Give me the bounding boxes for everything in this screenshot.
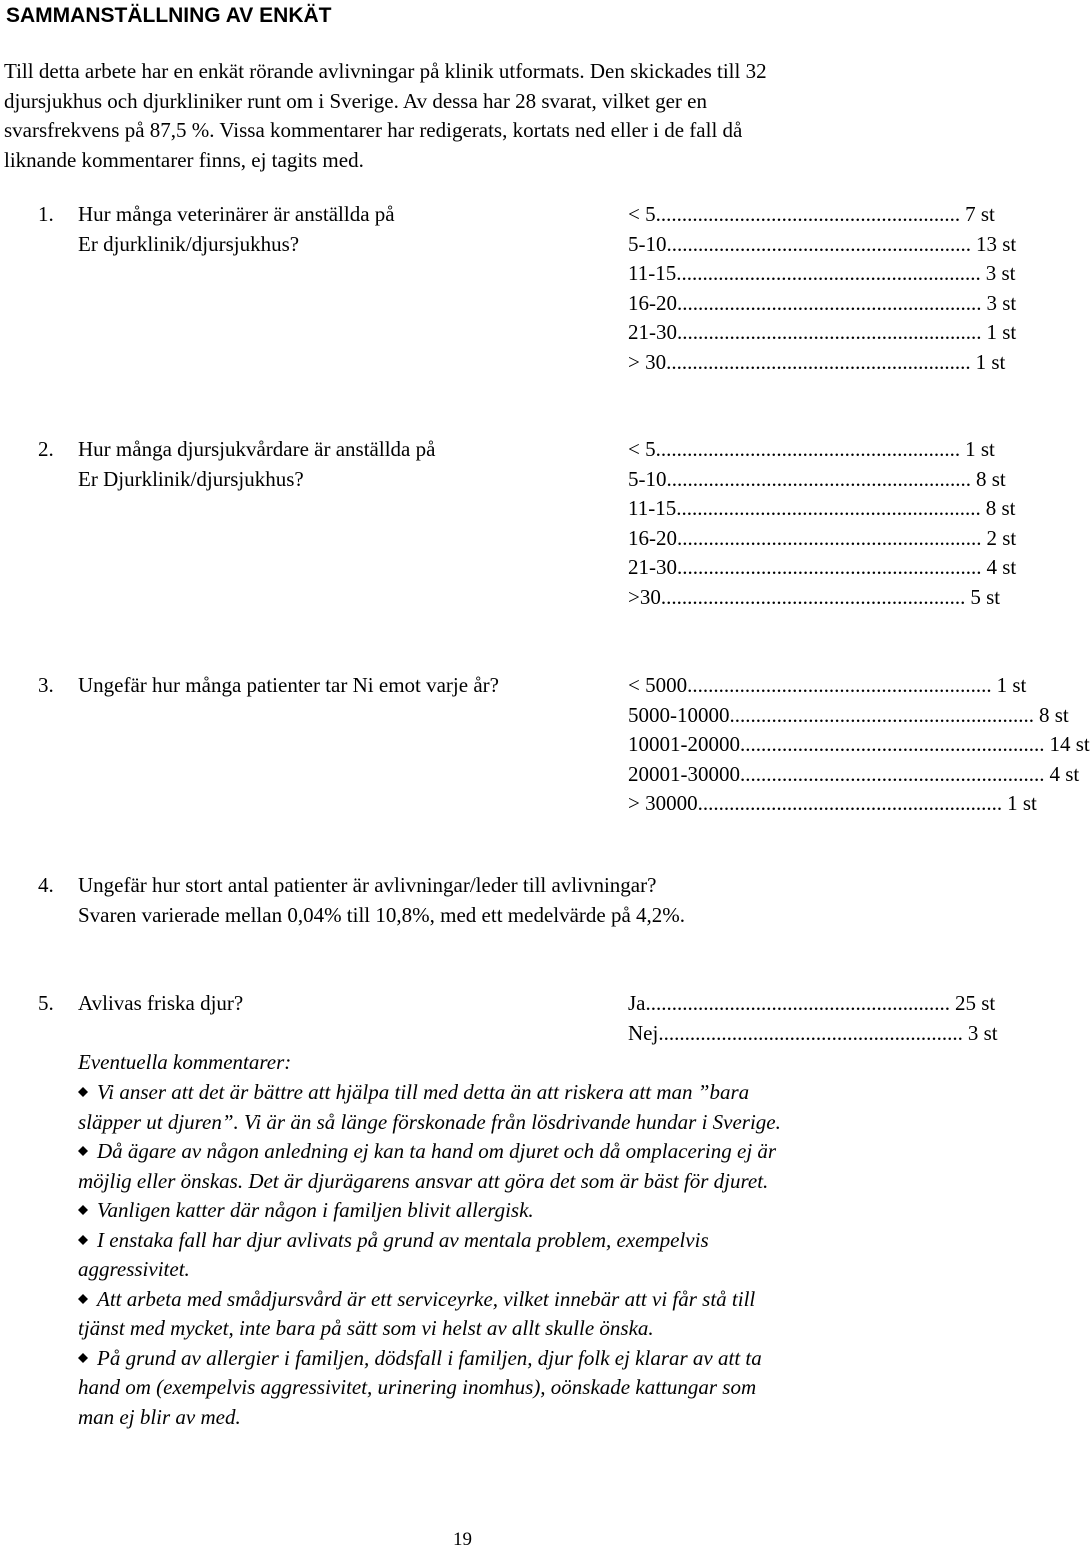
answer-count: 4 st	[1049, 761, 1080, 786]
comment-item	[78, 1196, 938, 1226]
dot-leader: ..........................................................	[666, 231, 971, 256]
answer-list	[628, 671, 1090, 819]
answer-count: 4 st	[986, 555, 1017, 580]
diamond-bullet-icon	[78, 1353, 88, 1363]
diamond-bullet-icon	[78, 1146, 88, 1156]
question-number: 2.	[38, 437, 54, 461]
dot-leader: ..........................................................	[687, 673, 992, 697]
dot-leader: ..........................................................	[676, 496, 981, 521]
comment-item	[78, 1285, 938, 1344]
dot-leader: ..........................................................	[740, 732, 1045, 757]
dot-leader: ..........................................................	[740, 761, 1045, 786]
answer-range: >30	[628, 584, 661, 609]
diamond-bullet-icon	[78, 1205, 88, 1215]
answer-row	[628, 553, 1017, 583]
answer-count: 1 st	[986, 320, 1017, 345]
comment-line: hand om (exempelvis aggressivitet, urinering inomhus), oönskade kattungar som	[78, 1375, 757, 1399]
question-text	[78, 435, 435, 494]
intro-line: Till detta arbete har en enkät rörande avlivningar på klinik utformats. Den skickades till 32	[4, 59, 767, 83]
answer-count: 3 st	[985, 261, 1016, 286]
dot-leader: ..........................................................	[677, 320, 982, 345]
dot-leader: ..........................................................	[697, 791, 1003, 816]
intro-line: djursjukhus och djurkliniker runt om i Sverige. Av dessa har 28 svarat, vilket ger en	[4, 88, 707, 113]
page-number: 19	[453, 1529, 472, 1550]
answer-count: 7 st	[965, 202, 995, 226]
answer-row	[628, 730, 1090, 760]
answer-summary: Svaren varierade mellan 0,04% till 10,8%, med ett medelvärde på 4,2%.	[78, 902, 686, 927]
answer-range: 21-30	[628, 320, 677, 345]
question-number: 4.	[38, 873, 54, 897]
intro-paragraph	[4, 57, 944, 176]
answer-list	[628, 435, 1017, 613]
answer-count: 8 st	[976, 466, 1006, 491]
comment-line: Att arbeta med smådjursvård är ett serviceyrke, vilket innebär att vi får stå till	[97, 1286, 756, 1311]
question-line: Hur många djursjukvårdare är anställda på	[78, 437, 436, 461]
comment-line: Vi anser att det är bättre att hjälpa till med detta än att riskera att man ”bara	[97, 1080, 750, 1104]
comment-item	[78, 1078, 938, 1137]
answer-row	[628, 1019, 998, 1049]
intro-line: liknande kommentarer finns, ej tagits med.	[4, 148, 364, 173]
dot-leader: ..........................................................	[729, 702, 1034, 727]
answer-row	[628, 989, 996, 1019]
page-heading: SAMMANSTÄLLNING AV ENKÄT	[6, 4, 332, 27]
answer-list	[628, 200, 1017, 378]
answer-range: < 5	[628, 437, 656, 461]
dot-leader: ..........................................................	[677, 290, 982, 315]
answer-list	[628, 989, 998, 1048]
question-line: Er djurklinik/djursjukhus?	[78, 231, 300, 256]
question-line: Ungefär hur stort antal patienter är avlivningar/leder till avlivningar?	[78, 873, 657, 897]
comments-label: Eventuella kommentarer:	[78, 1050, 292, 1074]
answer-row	[628, 760, 1080, 790]
comment-line: släpper ut djuren”. Vi är än så länge förskonade från lösdrivande hundar i Sverige.	[78, 1109, 781, 1134]
answer-row	[628, 348, 1006, 378]
question-number: 5.	[38, 991, 54, 1015]
answer-count: 13 st	[976, 231, 1017, 256]
dot-leader: ..........................................................	[655, 202, 961, 226]
dot-leader: ..........................................................	[677, 555, 982, 580]
answer-range: 10001-20000	[628, 732, 740, 757]
question-text	[78, 989, 243, 1019]
diamond-bullet-icon	[78, 1087, 88, 1097]
answer-count: 3 st	[986, 290, 1017, 315]
answer-count: 1 st	[975, 349, 1006, 374]
question-number: 1.	[38, 202, 54, 226]
dot-leader: ..........................................................	[666, 466, 971, 491]
answer-range: 16-20	[628, 290, 677, 315]
comment-line: tjänst med mycket, inte bara på sätt som vi helst av allt skulle önska.	[78, 1316, 654, 1340]
answer-count: 3 st	[967, 1020, 998, 1045]
question-text	[78, 671, 499, 701]
answer-range: Ja	[628, 991, 646, 1015]
answer-row	[628, 289, 1017, 319]
comments-list	[78, 1078, 938, 1432]
answer-count: 1 st	[1007, 791, 1037, 816]
question-text	[78, 871, 685, 930]
diamond-bullet-icon	[78, 1294, 88, 1304]
question-line: Hur många veterinärer är anställda på	[78, 202, 395, 226]
dot-leader: ..........................................................	[645, 991, 950, 1015]
question-number: 3.	[38, 673, 54, 697]
answer-range: 21-30	[628, 555, 677, 580]
answer-range: 5-10	[628, 231, 667, 256]
answer-range: 5-10	[628, 466, 667, 491]
answer-count: 1 st	[996, 673, 1027, 697]
answer-range: 20001-30000	[628, 761, 740, 786]
answer-row	[628, 494, 1016, 524]
dot-leader: ..........................................................	[655, 437, 961, 461]
answer-row	[628, 435, 995, 465]
comment-line: Då ägare av någon anledning ej kan ta hand om djuret och då omplacering ej är	[97, 1139, 777, 1163]
answer-range: 11-15	[628, 496, 677, 521]
answer-row	[628, 259, 1016, 289]
answer-row	[628, 524, 1017, 554]
intro-line: svarsfrekvens på 87,5 %. Vissa kommentarer har redigerats, kortats ned eller i de fall då	[4, 118, 743, 143]
answer-count: 1 st	[965, 437, 995, 461]
question-line: Er Djurklinik/djursjukhus?	[78, 466, 304, 491]
comment-item	[78, 1137, 938, 1196]
comment-line: På grund av allergier i familjen, dödsfall i familjen, djur folk ej klarar av att ta	[97, 1345, 762, 1370]
answer-range: Nej	[628, 1020, 659, 1045]
answer-row	[628, 789, 1037, 819]
question-text	[78, 200, 395, 259]
answer-range: < 5000	[628, 673, 688, 697]
answer-range: 11-15	[628, 261, 677, 286]
dot-leader: ..........................................................	[660, 584, 966, 609]
comment-line: man ej blir av med.	[78, 1404, 241, 1429]
answer-range: > 30	[628, 349, 667, 374]
question-line: Ungefär hur många patienter tar Ni emot varje år?	[78, 673, 499, 697]
answer-count: 5 st	[970, 584, 1001, 609]
dot-leader: ..........................................................	[666, 349, 971, 374]
answer-range: < 5	[628, 202, 656, 226]
comment-line: aggressivitet.	[78, 1257, 190, 1281]
dot-leader: ..........................................................	[658, 1020, 963, 1045]
answer-row	[628, 701, 1069, 731]
comment-item	[78, 1226, 938, 1285]
dot-leader: ..........................................................	[677, 525, 982, 550]
answer-count: 8 st	[985, 496, 1016, 521]
comment-line: möjlig eller önskas. Det är djurägarens ansvar att göra det som är bäst för djuret.	[78, 1168, 769, 1193]
comment-line: I enstaka fall har djur avlivats på grund av mentala problem, exempelvis	[97, 1227, 709, 1252]
answer-row	[628, 465, 1006, 495]
comment-item	[78, 1344, 938, 1433]
diamond-bullet-icon	[78, 1235, 88, 1245]
answer-count: 8 st	[1039, 702, 1069, 727]
answer-row	[628, 583, 1001, 613]
answer-row	[628, 230, 1017, 260]
answer-row	[628, 200, 995, 230]
dot-leader: ..........................................................	[676, 261, 981, 286]
answer-count: 25 st	[955, 991, 996, 1015]
answer-count: 2 st	[986, 525, 1017, 550]
answer-row	[628, 318, 1017, 348]
answer-row	[628, 671, 1027, 701]
answer-range: 16-20	[628, 525, 677, 550]
comment-line: Vanligen katter där någon i familjen blivit allergisk.	[97, 1198, 534, 1222]
answer-count: 14 st	[1049, 732, 1090, 757]
question-line: Avlivas friska djur?	[78, 991, 244, 1015]
answer-range: 5000-10000	[628, 702, 730, 727]
answer-range: > 30000	[628, 791, 698, 816]
